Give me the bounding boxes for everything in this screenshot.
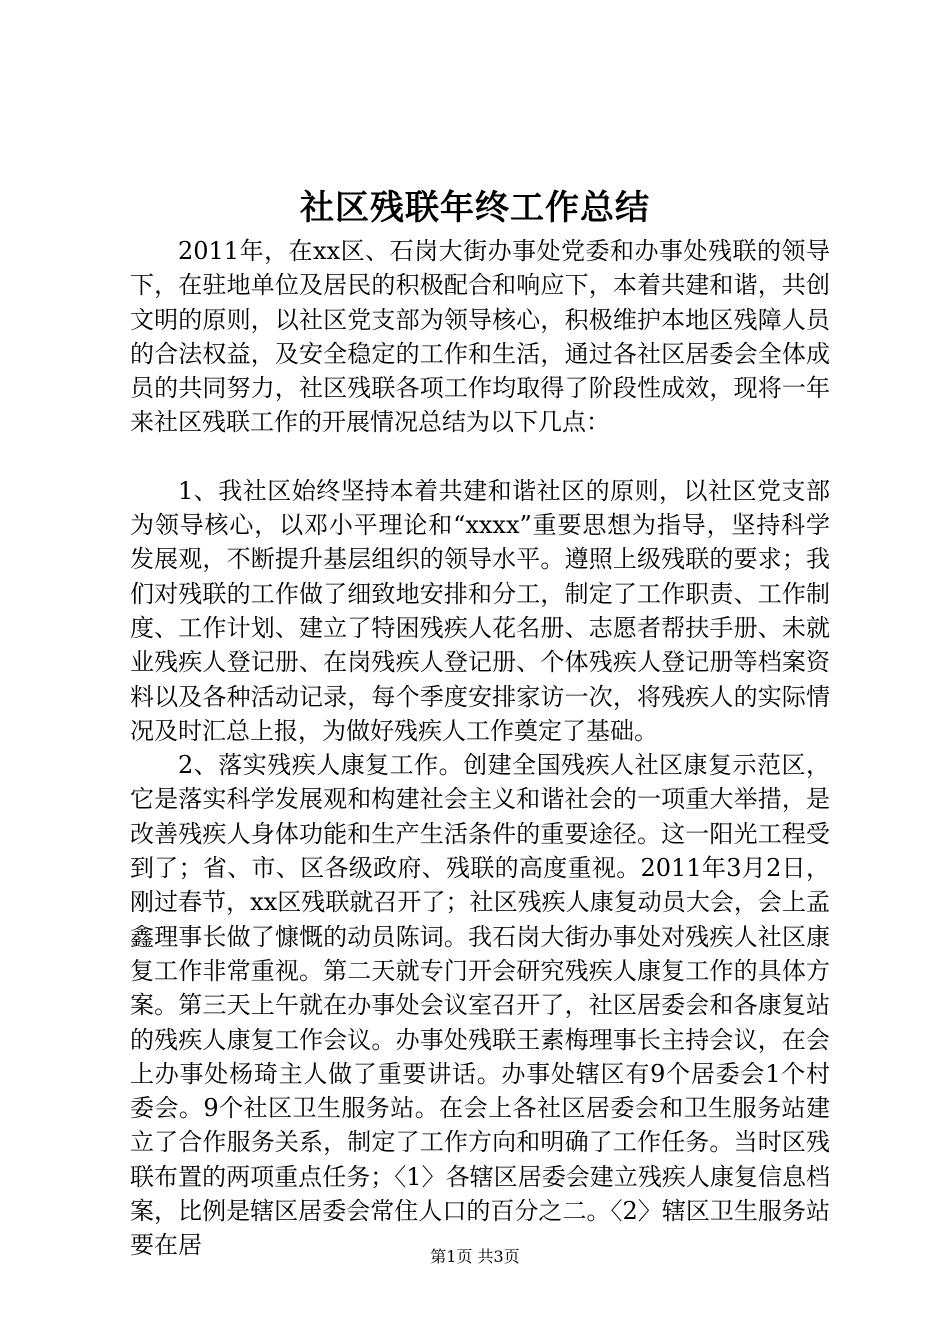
paragraph-intro: 2011年，在xx区、石岗大街办事处党委和办事处残联的领导下，在驻地单位及居民的积极配合和响应下，本着共建和谐，共创文明的原则，以社区党支部为领导核心，积极维护本地区残障人员的合法权益，及安全稳定的工作和生活，通过各社区居委会全体成员的共同努力，社区残联各项工作均取得了阶段性成效，现将一年来社区残联工作的开展情况总结为以下几点：: [130, 237, 830, 437]
document-title: 社区残联年终工作总结: [300, 188, 650, 228]
paragraph-item-2: 2、落实残疾人康复工作。创建全国残疾人社区康复示范区，它是落实科学发展观和构建社会主义和谐社会的一项重大举措，是改善残疾人身体功能和生产生活条件的重要途径。这一阳光工程受到了；省、市、区各级政府、残联的高度重视。2011年3月2日，刚过春节，xx区残联就召开了；社区残疾人康复动员大会，会上孟鑫理事长做了慷慨的动员陈词。我石岗大街办事处对残疾人社区康复工作非常重视。第二天就专门开会研究残疾人康复工作的具体方案。第三天上午就在办事处会议室召开了，社区居委会和各康复站的残疾人康复工作会议。办事处残联王素梅理事长主持会议，在会上办事处杨琦主人做了重要讲话。办事处辖区有9个居委会1个村委会。9个社区卫生服务站。在会上各社区居委会和卫生服务站建立了合作服务关系，制定了工作方向和明确了工作任务。当时区残联布置的两项重点任务；〈1〉各辖区居委会建立残疾人康复信息档案，比例是辖区居委会常住人口的百分之二。〈2〉辖区卫生服务站要在居: [130, 751, 830, 1260]
page-footer: 第1页 共3页: [430, 1247, 520, 1266]
paragraph-item-1: 1、我社区始终坚持本着共建和谐社区的原则，以社区党支部为领导核心，以邓小平理论和“xxxx”重要思想为指导，坚持科学发展观，不断提升基层组织的领导水平。遵照上级残联的要求；我们对残联的工作做了细致地安排和分工，制定了工作职责、工作制度、工作计划、建立了特困残疾人花名册、志愿者帮扶手册、未就业残疾人登记册、在岗残疾人登记册、个体残疾人登记册等档案资料以及各种活动记录，每个季度安排家访一次，将残疾人的实际情况及时汇总上报，为做好残疾人工作奠定了基础。: [130, 476, 830, 745]
document-body: [130, 234, 830, 1263]
